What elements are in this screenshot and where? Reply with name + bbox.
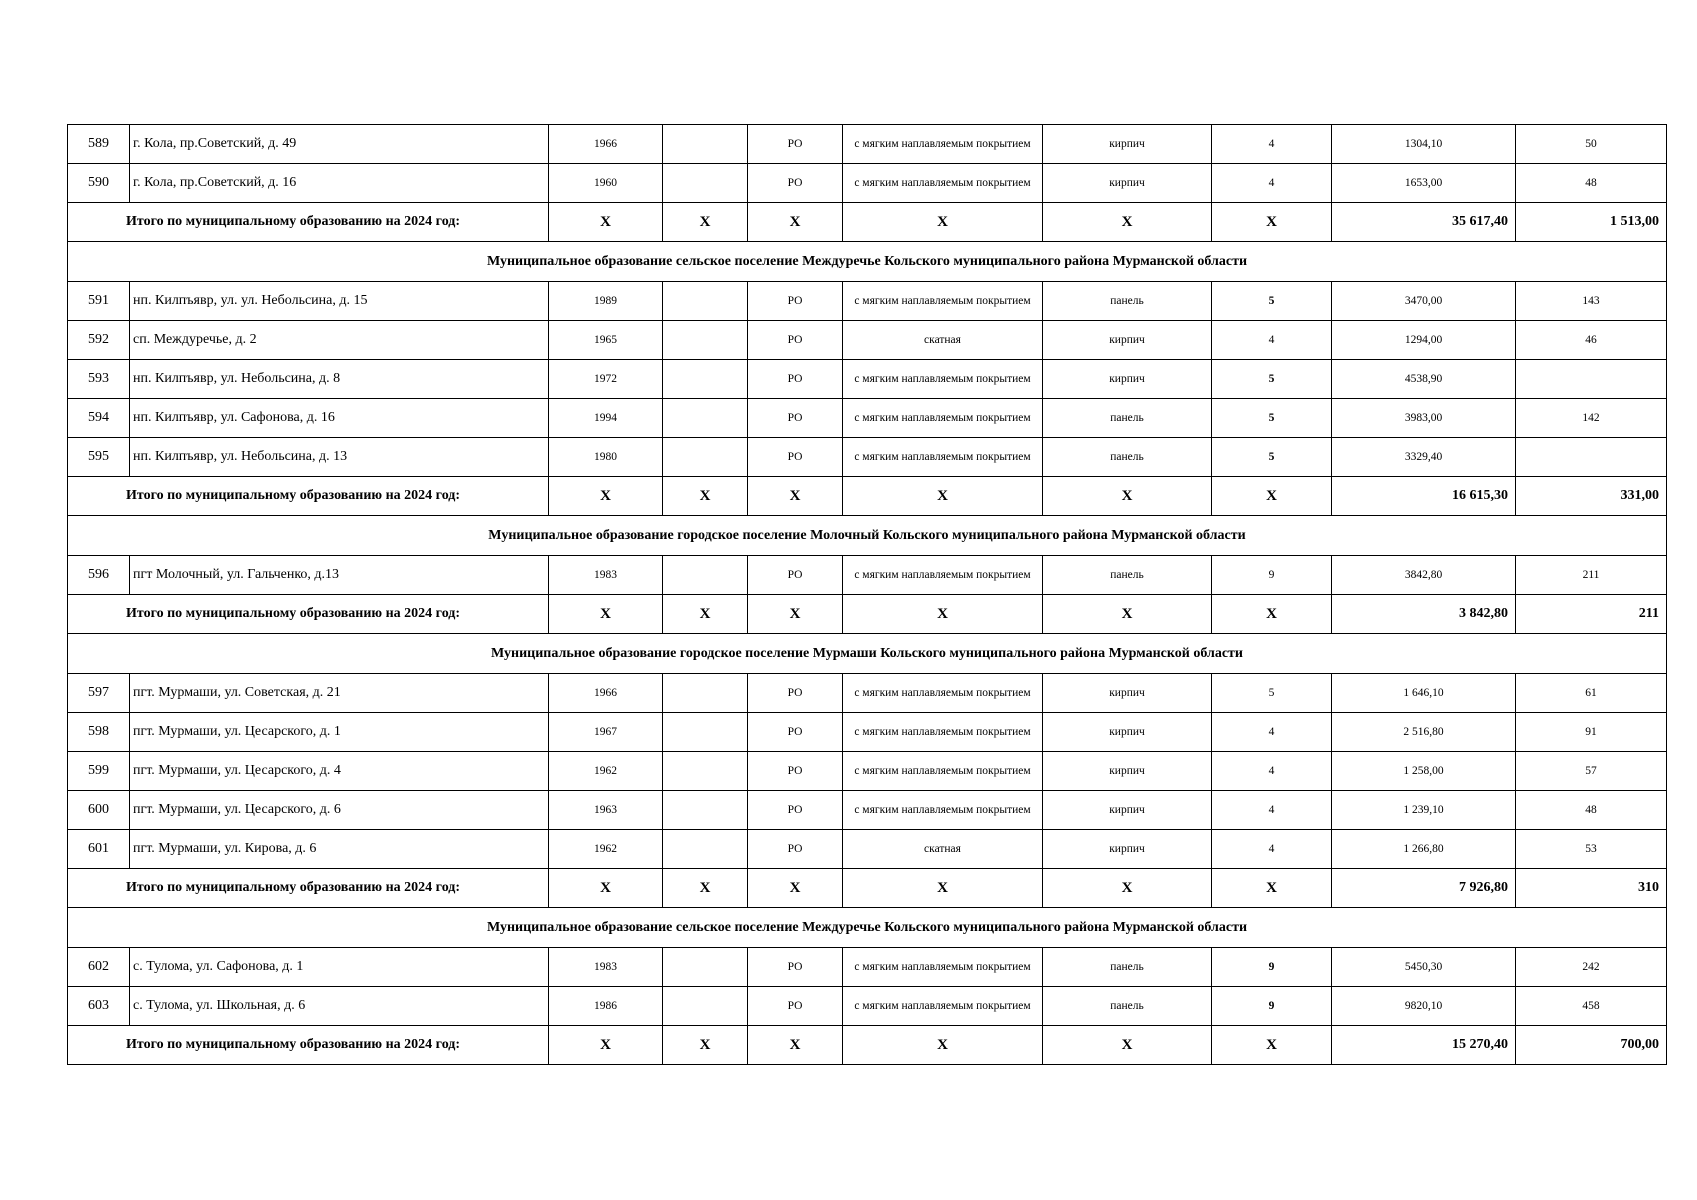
- row-number: 600: [68, 791, 130, 830]
- row-program: РО: [748, 438, 843, 477]
- row-roof-type: с мягким наплавляемым покрытием: [843, 791, 1043, 830]
- table-row: [68, 125, 1667, 164]
- row-number: 597: [68, 674, 130, 713]
- total-label: Итого по муниципальному образованию на 2024 год:: [68, 595, 549, 634]
- housing-table: [67, 124, 1667, 1065]
- row-program: РО: [748, 674, 843, 713]
- total-x-mark: X: [1212, 477, 1332, 516]
- row-number: 596: [68, 556, 130, 595]
- row-area: 1653,00: [1332, 164, 1516, 203]
- row-year: 1989: [549, 282, 663, 321]
- table-row: [68, 360, 1667, 399]
- row-program: РО: [748, 125, 843, 164]
- row-floors: 9: [1212, 556, 1332, 595]
- row-address: нп. Килпъявр, ул. ул. Небольсина, д. 15: [130, 282, 549, 321]
- total-x-mark: X: [843, 869, 1043, 908]
- row-area: 3470,00: [1332, 282, 1516, 321]
- row-program: РО: [748, 164, 843, 203]
- row-empty: [663, 125, 748, 164]
- table-row: [68, 752, 1667, 791]
- row-residents: 57: [1516, 752, 1667, 791]
- row-residents: [1516, 438, 1667, 477]
- total-area: 7 926,80: [1332, 869, 1516, 908]
- row-roof-type: с мягким наплавляемым покрытием: [843, 282, 1043, 321]
- row-year: 1983: [549, 948, 663, 987]
- row-roof-type: с мягким наплавляемым покрытием: [843, 674, 1043, 713]
- total-label: Итого по муниципальному образованию на 2024 год:: [68, 203, 549, 242]
- table-row: [68, 987, 1667, 1026]
- table-row: [68, 321, 1667, 360]
- row-address: нп. Килпъявр, ул. Небольсина, д. 8: [130, 360, 549, 399]
- row-address: пгт. Мурмаши, ул. Кирова, д. 6: [130, 830, 549, 869]
- row-area: 2 516,80: [1332, 713, 1516, 752]
- row-residents: 53: [1516, 830, 1667, 869]
- row-year: 1994: [549, 399, 663, 438]
- row-roof-type: с мягким наплавляемым покрытием: [843, 360, 1043, 399]
- row-empty: [663, 556, 748, 595]
- row-empty: [663, 987, 748, 1026]
- total-label: Итого по муниципальному образованию на 2024 год:: [68, 869, 549, 908]
- row-residents: 242: [1516, 948, 1667, 987]
- total-x-mark: X: [1212, 869, 1332, 908]
- row-number: 593: [68, 360, 130, 399]
- row-empty: [663, 164, 748, 203]
- total-x-mark: X: [1043, 595, 1212, 634]
- total-x-mark: X: [1043, 203, 1212, 242]
- total-x-mark: X: [748, 477, 843, 516]
- row-area: 1294,00: [1332, 321, 1516, 360]
- row-number: 601: [68, 830, 130, 869]
- section-header-row: [68, 516, 1667, 556]
- total-x-mark: X: [663, 203, 748, 242]
- row-address: нп. Килпъявр, ул. Небольсина, д. 13: [130, 438, 549, 477]
- row-area: 1 646,10: [1332, 674, 1516, 713]
- row-area: 1 239,10: [1332, 791, 1516, 830]
- total-x-mark: X: [1043, 869, 1212, 908]
- row-number: 602: [68, 948, 130, 987]
- row-wall-material: панель: [1043, 948, 1212, 987]
- total-x-mark: X: [1212, 1026, 1332, 1065]
- row-program: РО: [748, 556, 843, 595]
- total-row: [68, 203, 1667, 242]
- row-empty: [663, 713, 748, 752]
- section-header: Муниципальное образование городское поселение Мурмаши Кольского муниципального района Мурманской области: [68, 634, 1667, 674]
- row-program: РО: [748, 713, 843, 752]
- total-row: [68, 477, 1667, 516]
- row-empty: [663, 674, 748, 713]
- row-residents: 48: [1516, 791, 1667, 830]
- row-wall-material: кирпич: [1043, 125, 1212, 164]
- total-x-mark: X: [1212, 203, 1332, 242]
- row-residents: 46: [1516, 321, 1667, 360]
- row-residents: 91: [1516, 713, 1667, 752]
- table-row: [68, 438, 1667, 477]
- row-program: РО: [748, 321, 843, 360]
- total-residents: 331,00: [1516, 477, 1667, 516]
- row-area: 1 258,00: [1332, 752, 1516, 791]
- row-roof-type: с мягким наплавляемым покрытием: [843, 164, 1043, 203]
- total-x-mark: X: [843, 477, 1043, 516]
- row-address: с. Тулома, ул. Сафонова, д. 1: [130, 948, 549, 987]
- row-program: РО: [748, 987, 843, 1026]
- row-program: РО: [748, 830, 843, 869]
- total-x-mark: X: [1212, 595, 1332, 634]
- row-empty: [663, 399, 748, 438]
- row-residents: 211: [1516, 556, 1667, 595]
- row-floors: 4: [1212, 321, 1332, 360]
- row-wall-material: кирпич: [1043, 164, 1212, 203]
- table-row: [68, 791, 1667, 830]
- row-number: 598: [68, 713, 130, 752]
- row-floors: 9: [1212, 948, 1332, 987]
- row-wall-material: кирпич: [1043, 830, 1212, 869]
- row-floors: 4: [1212, 791, 1332, 830]
- total-x-mark: X: [663, 1026, 748, 1065]
- row-year: 1983: [549, 556, 663, 595]
- row-address: пгт. Мурмаши, ул. Советская, д. 21: [130, 674, 549, 713]
- row-area: 4538,90: [1332, 360, 1516, 399]
- row-wall-material: панель: [1043, 282, 1212, 321]
- total-x-mark: X: [663, 595, 748, 634]
- section-header: Муниципальное образование сельское поселение Междуречье Кольского муниципального района Мурманской области: [68, 242, 1667, 282]
- row-residents: [1516, 360, 1667, 399]
- total-x-mark: X: [748, 1026, 843, 1065]
- row-roof-type: скатная: [843, 321, 1043, 360]
- row-empty: [663, 791, 748, 830]
- row-wall-material: кирпич: [1043, 360, 1212, 399]
- total-residents: 1 513,00: [1516, 203, 1667, 242]
- table-row: [68, 556, 1667, 595]
- section-header: Муниципальное образование городское поселение Молочный Кольского муниципального района Мурманской области: [68, 516, 1667, 556]
- total-x-mark: X: [663, 869, 748, 908]
- row-wall-material: кирпич: [1043, 791, 1212, 830]
- row-roof-type: скатная: [843, 830, 1043, 869]
- total-x-mark: X: [549, 869, 663, 908]
- total-x-mark: X: [549, 203, 663, 242]
- row-program: РО: [748, 752, 843, 791]
- row-program: РО: [748, 282, 843, 321]
- row-empty: [663, 830, 748, 869]
- row-year: 1962: [549, 752, 663, 791]
- table-row: [68, 948, 1667, 987]
- row-empty: [663, 438, 748, 477]
- table-row: [68, 399, 1667, 438]
- row-address: с. Тулома, ул. Школьная, д. 6: [130, 987, 549, 1026]
- row-address: сп. Междуречье, д. 2: [130, 321, 549, 360]
- row-year: 1980: [549, 438, 663, 477]
- row-area: 3842,80: [1332, 556, 1516, 595]
- row-floors: 5: [1212, 360, 1332, 399]
- row-address: пгт Молочный, ул. Гальченко, д.13: [130, 556, 549, 595]
- row-address: пгт. Мурмаши, ул. Цесарского, д. 4: [130, 752, 549, 791]
- row-area: 9820,10: [1332, 987, 1516, 1026]
- row-year: 1962: [549, 830, 663, 869]
- row-wall-material: кирпич: [1043, 752, 1212, 791]
- row-floors: 5: [1212, 399, 1332, 438]
- row-wall-material: кирпич: [1043, 713, 1212, 752]
- row-area: 1304,10: [1332, 125, 1516, 164]
- row-wall-material: панель: [1043, 987, 1212, 1026]
- total-area: 3 842,80: [1332, 595, 1516, 634]
- row-address: нп. Килпъявр, ул. Сафонова, д. 16: [130, 399, 549, 438]
- row-area: 1 266,80: [1332, 830, 1516, 869]
- row-address: г. Кола, пр.Советский, д. 49: [130, 125, 549, 164]
- total-area: 15 270,40: [1332, 1026, 1516, 1065]
- total-row: [68, 1026, 1667, 1065]
- row-residents: 142: [1516, 399, 1667, 438]
- row-wall-material: панель: [1043, 556, 1212, 595]
- row-year: 1966: [549, 674, 663, 713]
- table-row: [68, 164, 1667, 203]
- row-residents: 61: [1516, 674, 1667, 713]
- total-x-mark: X: [549, 595, 663, 634]
- row-number: 590: [68, 164, 130, 203]
- row-wall-material: панель: [1043, 438, 1212, 477]
- row-year: 1986: [549, 987, 663, 1026]
- row-year: 1966: [549, 125, 663, 164]
- total-label: Итого по муниципальному образованию на 2024 год:: [68, 477, 549, 516]
- total-x-mark: X: [843, 1026, 1043, 1065]
- table-row: [68, 674, 1667, 713]
- total-row: [68, 595, 1667, 634]
- row-area: 3983,00: [1332, 399, 1516, 438]
- total-x-mark: X: [549, 477, 663, 516]
- row-roof-type: с мягким наплавляемым покрытием: [843, 948, 1043, 987]
- row-year: 1965: [549, 321, 663, 360]
- row-empty: [663, 752, 748, 791]
- row-roof-type: с мягким наплавляемым покрытием: [843, 556, 1043, 595]
- row-number: 589: [68, 125, 130, 164]
- row-residents: 50: [1516, 125, 1667, 164]
- row-address: г. Кола, пр.Советский, д. 16: [130, 164, 549, 203]
- row-program: РО: [748, 360, 843, 399]
- total-area: 16 615,30: [1332, 477, 1516, 516]
- row-area: 5450,30: [1332, 948, 1516, 987]
- row-floors: 4: [1212, 830, 1332, 869]
- row-floors: 5: [1212, 282, 1332, 321]
- row-number: 603: [68, 987, 130, 1026]
- row-roof-type: с мягким наплавляемым покрытием: [843, 438, 1043, 477]
- row-year: 1963: [549, 791, 663, 830]
- row-roof-type: с мягким наплавляемым покрытием: [843, 713, 1043, 752]
- section-header: Муниципальное образование сельское поселение Междуречье Кольского муниципального района Мурманской области: [68, 908, 1667, 948]
- total-x-mark: X: [1043, 1026, 1212, 1065]
- table-row: [68, 282, 1667, 321]
- total-x-mark: X: [843, 203, 1043, 242]
- row-wall-material: кирпич: [1043, 674, 1212, 713]
- row-year: 1972: [549, 360, 663, 399]
- row-program: РО: [748, 948, 843, 987]
- total-x-mark: X: [843, 595, 1043, 634]
- row-area: 3329,40: [1332, 438, 1516, 477]
- row-number: 591: [68, 282, 130, 321]
- total-x-mark: X: [549, 1026, 663, 1065]
- row-floors: 5: [1212, 674, 1332, 713]
- total-residents: 310: [1516, 869, 1667, 908]
- row-empty: [663, 282, 748, 321]
- row-program: РО: [748, 399, 843, 438]
- row-address: пгт. Мурмаши, ул. Цесарского, д. 1: [130, 713, 549, 752]
- total-x-mark: X: [1043, 477, 1212, 516]
- total-residents: 700,00: [1516, 1026, 1667, 1065]
- row-floors: 4: [1212, 752, 1332, 791]
- row-number: 592: [68, 321, 130, 360]
- total-label: Итого по муниципальному образованию на 2024 год:: [68, 1026, 549, 1065]
- table-row: [68, 713, 1667, 752]
- total-x-mark: X: [748, 869, 843, 908]
- row-address: пгт. Мурмаши, ул. Цесарского, д. 6: [130, 791, 549, 830]
- row-wall-material: кирпич: [1043, 321, 1212, 360]
- row-year: 1967: [549, 713, 663, 752]
- row-roof-type: с мягким наплавляемым покрытием: [843, 125, 1043, 164]
- row-floors: 5: [1212, 438, 1332, 477]
- row-roof-type: с мягким наплавляемым покрытием: [843, 987, 1043, 1026]
- row-residents: 143: [1516, 282, 1667, 321]
- row-residents: 48: [1516, 164, 1667, 203]
- row-program: РО: [748, 791, 843, 830]
- row-empty: [663, 321, 748, 360]
- row-wall-material: панель: [1043, 399, 1212, 438]
- row-floors: 4: [1212, 164, 1332, 203]
- row-empty: [663, 948, 748, 987]
- table-row: [68, 830, 1667, 869]
- row-number: 594: [68, 399, 130, 438]
- section-header-row: [68, 908, 1667, 948]
- section-header-row: [68, 242, 1667, 282]
- total-residents: 211: [1516, 595, 1667, 634]
- row-number: 595: [68, 438, 130, 477]
- total-x-mark: X: [748, 203, 843, 242]
- row-number: 599: [68, 752, 130, 791]
- row-empty: [663, 360, 748, 399]
- row-year: 1960: [549, 164, 663, 203]
- total-row: [68, 869, 1667, 908]
- row-floors: 4: [1212, 125, 1332, 164]
- row-floors: 9: [1212, 987, 1332, 1026]
- row-residents: 458: [1516, 987, 1667, 1026]
- total-x-mark: X: [663, 477, 748, 516]
- row-floors: 4: [1212, 713, 1332, 752]
- section-header-row: [68, 634, 1667, 674]
- total-area: 35 617,40: [1332, 203, 1516, 242]
- total-x-mark: X: [748, 595, 843, 634]
- row-roof-type: с мягким наплавляемым покрытием: [843, 399, 1043, 438]
- row-roof-type: с мягким наплавляемым покрытием: [843, 752, 1043, 791]
